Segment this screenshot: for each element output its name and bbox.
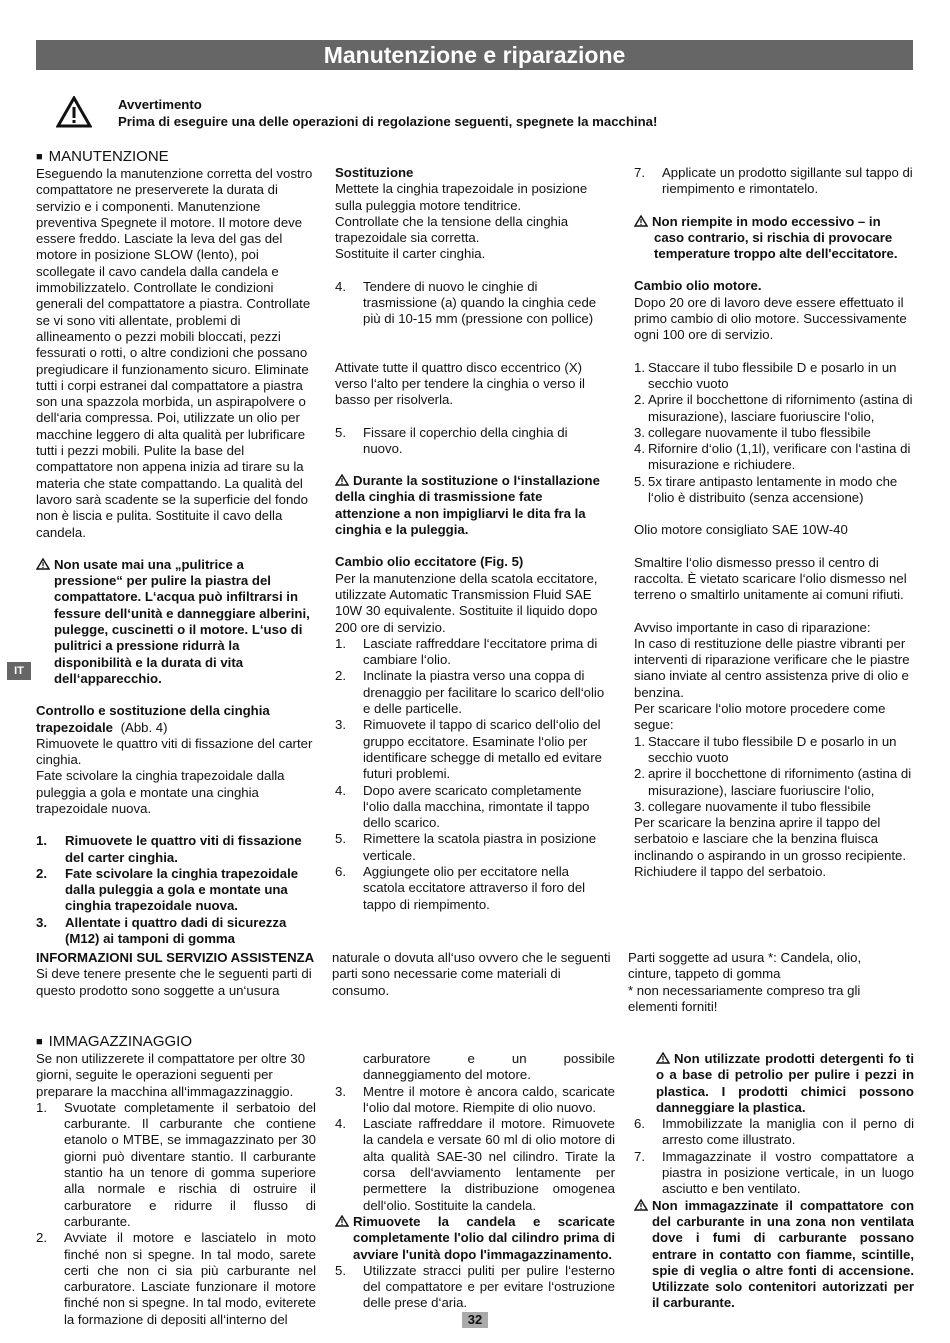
fuel-storage-caution: Non immagazzinate il compattatore con del carburante in una zona non ventilata dove i fumi di carburante possano entrare in contatto con fiamme, scintille, spie di veglia o altre fonti di accensione. Utilizzate solo contenitori autorizzati per il carburante. (634, 1198, 914, 1312)
exciter-oil-steps (335, 636, 610, 913)
column-1 (36, 148, 314, 947)
list-item: 4. Lasciate raffreddare il motore. Rimuovete la candela e versate 60 ml di olio motore di alta qualità SAE-30 nel cilindro. Tirate la corsa dell‘avviamento lentamente per permettere la distribuzione omogenea dell‘olio. Sostituite la candela. (335, 1116, 615, 1213)
detergent-caution: Non utilizzate prodotti detergenti fo ti o a base di petrolio per pulire i pezzi in plastica. I prodotti chimici possono danneggiare la plastica. (656, 1051, 914, 1115)
list-item: 2. Inclinate la piastra verso una coppa di drenaggio per facilitare lo scarico dell‘olio e delle particelle. (335, 668, 605, 717)
list-item: 1. Lasciate raffreddare l‘eccitatore prima di cambiare l‘olio. (335, 635, 598, 668)
column-3 (634, 165, 914, 880)
repair-steps (634, 734, 914, 815)
warning-text (118, 96, 657, 130)
caution-icon (335, 1215, 349, 1227)
list-item: 1. Svuotate completamente il serbatoio del carburante. Il carburante che contiene etanolo o MTBE, se immagazzinato per 30 giorni può diventare stantio. Il carburante stantio ha un tenore di gomma superiore alla normale e rischia di ostruire il carburatore e ridurre il flusso di carburante. (36, 1099, 316, 1229)
service-heading: INFORMAZIONI SUL SERVIZIO ASSISTENZA (36, 950, 315, 965)
pressure-washer-caution: Non usate mai una „pulitrice a pressione“ per pulire la piastra del compattatore. L‘acqua può infiltrarsi in fessure dell‘unità e danneggiare alberini, pulegge, cuscinetti o il motore. L‘uso di pulitrici a pressione ridurrà la disponibilità e la durata di vita dell‘apparecchio. (36, 557, 314, 687)
caution-icon (656, 1052, 670, 1064)
list-item: 6. Immobilizzate la maniglia con il perno di arresto come illustrato. (634, 1116, 914, 1148)
list-item: 3. collegare nuovamente il tubo flessibile (634, 424, 871, 440)
belt-ref: (Abb. 4) (120, 719, 168, 735)
warning-message: Prima di eseguire una delle operazioni di regolazione seguenti, spegnete la macchina! (118, 114, 658, 129)
service-col-1 (36, 950, 328, 999)
wear-parts: Parti soggette ad usura *: Candela, olio, cinture, tappeto di gomma (628, 950, 862, 982)
recommended-oil: Olio motore consigliato SAE 10W-40 (634, 522, 848, 538)
eccentric-text: Attivate tutte il quattro disco eccentrico (X) verso l‘alto per tendere la cinghia o verso il basso per risolverla. (335, 359, 585, 408)
list-item: 4. Dopo avere scaricato completamente l‘olio dalla macchina, rimontate il tappo dello scarico. (335, 782, 590, 831)
exciter-oil-text: Per la manutenzione della scatola eccitatore, utilizzate Automatic Transmission Fluid SAE 10W 30 equivalente. Sostituite il liquido dopo 200 ore di servizio. (335, 570, 598, 635)
storage-col-3 (634, 1051, 914, 1312)
list-item: 2. Fate scivolare la cinghia trapezoidale dalla puleggia a gola e montate una cinghia trapezoidale nuova. (36, 865, 299, 914)
column-2 (335, 165, 610, 913)
oil-disposal: Smaltire l‘olio dismesso presso il centro di raccolta. È vietato scaricare l‘olio dismesso nel terreno o smaltirlo unitamente ai comuni rifiuti. (634, 554, 907, 603)
caution-icon (634, 215, 648, 227)
list-item: 1. Rimuovete le quattro viti di fissazione del carter cinghia. (36, 833, 302, 865)
list-item: 5. 5x tirare antipasto lentamente in modo che l‘olio è distribuito (senza accensione) (634, 473, 898, 506)
list-item: 1. Staccare il tubo flessibile D e posarlo in un secchio vuoto (634, 359, 897, 391)
list-item: 2. Avviate il motore e lasciatelo in moto finché non si spegne. In tal modo, sarete certi che non ci sia più carburante nel carburatore. Lasciate funzionare il motore finché non si spegne. In tal modo, eviterete la formazione di depositi all‘interno del (36, 1230, 316, 1327)
spark-plug-caution: Rimuovete la candela e scaricate completamente l'olio dal cilindro prima di avviare l'unità dopo l'immagazzinamento. (335, 1214, 615, 1263)
storage-col-1 (36, 1033, 316, 1328)
caution-icon (634, 1199, 648, 1211)
motor-oil-steps (634, 360, 914, 507)
list-item: 4. Rifornire d‘olio (1,1l), verificare con l‘astina di misurazione e richiudere. (634, 441, 911, 473)
list-item: 5. Utilizzate stracci puliti per pulire l‘esterno del compattatore e per evitare l‘ostruzione delle prese d‘aria. (335, 1262, 615, 1311)
list-item: 3. Mentre il motore è ancora caldo, scaricate l‘olio dal motore. Riempite di olio nuovo. (335, 1083, 615, 1115)
belt-text: Rimuovete le quattro viti di fissazione del carter cinghia. Fate scivolare la cinghia trapezoidale dalla puleggia a gola e montate una cinghia trapezoidale nuova. (36, 735, 313, 816)
caution-icon (335, 474, 349, 486)
motor-oil-text: Dopo 20 ore di lavoro deve essere effettuato il primo cambio di olio motore. Successivamente ogni 100 ore di servizio. (634, 294, 907, 343)
list-item: 3. Rimuovete il tappo di scarico dell‘olio del gruppo eccitatore. Esaminate l‘olio per identificare schegge di metallo ed evitare futuri problemi. (335, 717, 602, 782)
list-item: 3. collegare nuovamente il tubo flessibile (634, 798, 871, 814)
language-tab: IT (7, 662, 31, 680)
list-item: 7. Applicate un prodotto sigillante sul tappo di riempimento e rimontatelo. (634, 165, 913, 197)
storage-col-2 (335, 1051, 615, 1312)
list-item: 2. aprire il bocchettone di rifornimento (astina di misurazione), lasciare fuoriuscire l‘olio, (634, 766, 912, 798)
fuel-drain-text: Per scaricare la benzina aprire il tappo del serbatoio e lasciare che la benzina fluisca inclinando o aspirando in un grosso recipiente. Richiudere il tappo del serbatoio. (634, 815, 906, 879)
service-text-2: naturale o dovuta all‘uso ovvero che le seguenti parti sono necessarie come materiali di consumo. (332, 950, 611, 998)
page-title: Manutenzione e riparazione (36, 40, 913, 70)
wear-parts-note: * non necessariamente compreso tra gli elementi forniti! (628, 982, 861, 1014)
replacement-text: Mettete la cinghia trapezoidale in posizione sulla puleggia motore tenditrice. Controllate che la tensione della cinghia trapezoidale sia corretta. Sostituite il carter cinghia. (335, 181, 588, 262)
belt-steps (36, 833, 314, 947)
list-item: 5. Fissare il coperchio della cinghia di nuovo. (335, 424, 568, 456)
belt-heading: Controllo e sostituzione della cinghia trapezoidale (36, 703, 270, 735)
list-item: 4. Tendere di nuovo le cinghie di trasmissione (a) quando la cinghia cede più di 10-15 mm (pressione con pollice) (335, 278, 597, 327)
belt-caution: Durante la sostituzione o l‘installazione della cinghia di trasmissione fate attenzione a non impigliarvi le dita fra la cinghia e la puleggia. (335, 473, 600, 538)
list-item: 3. Allentate i quattro dadi di sicurezza (M12) ai tamponi di gomma (36, 914, 287, 947)
storage-heading: ■ IMMAGAZZINAGGIO (36, 1033, 192, 1050)
storage-intro: Se non utilizzerete il compattatore per oltre 30 giorni, seguite le operazioni seguenti per preparare la macchina all‘immagazzinaggio. (36, 1051, 306, 1099)
warning-icon (56, 96, 92, 128)
list-item: 1. Staccare il tubo flessibile D e posarlo in un secchio vuoto (634, 733, 897, 765)
warning-box (56, 96, 916, 136)
replacement-heading: Sostituzione (335, 165, 414, 180)
motor-oil-heading: Cambio olio motore. (634, 278, 762, 294)
repair-notice: Avviso importante in caso di riparazione: In caso di restituzione delle piastre vibranti per interventi di riparazione verificare che le piastre siano inviate al centro assistenza prive di olio e benzina. Per scaricare l‘olio motore procedere come segue: (634, 619, 910, 733)
belt-section (36, 703, 314, 736)
maintenance-intro: Eseguendo la manutenzione corretta del vostro compattatore ne preserverete la durata di servizio e i componenti. Manutenzione preventiva Spegnete il motore. Il motore deve essere freddo. Lasciate la leva del gas del motore in posizione SLOW (lento), poi scollegate il cavo candela dalla candela e immobilizzatelo. Controllate le condizioni generali del compattatore a piastra. Controllate se vi sono viti allentate, problemi di allineamento o pezzi mobili bloccati, pezzi fessurati o rotti, o altre condizioni che possano pregiudicare il funzionamento sicuro. Eliminate tutti i corpi estranei dal compattatore a piastra son una spazzola morbida, un aspirapolvere o dell‘aria compressa. Poi, utilizzate un olio per macchine leggero di alta qualità per lubrificare tutti i pezzi mobili. Pulite la base del compattatore non appena inizia ad tirare su la materia che state compattando. La qualità del lavoro sarà scadente se la superficie del fondo non è liscia e pulita. Sostituite il cavo della candela. (36, 166, 313, 540)
list-item: 2. Aprire il bocchettone di rifornimento (astina di misurazione), lasciare fuoriuscire l‘olio, (634, 392, 913, 424)
service-text-1: Si deve tenere presente che le seguenti parti di questo prodotto sono soggette a un‘usura (36, 966, 312, 998)
service-col-2 (332, 950, 612, 999)
warning-heading: Avvertimento (118, 97, 202, 112)
service-col-3 (628, 950, 908, 1015)
list-item: 5. Rimettere la scatola piastra in posizione verticale. (335, 831, 597, 863)
list-item: 6. Aggiungete olio per eccitatore nella scatola eccitatore attraverso il foro del tappo di riempimento. (335, 863, 586, 912)
maintenance-heading: ■ MANUTENZIONE (36, 148, 169, 165)
list-item: 7. Immagazzinate il vostro compattatore a piastra in posizione verticale, in un luogo asciutto e ben ventilato. (634, 1148, 914, 1197)
page-number: 32 (462, 1312, 488, 1328)
storage-continued: carburatore e un possibile danneggiamento del motore. (363, 1051, 615, 1083)
exciter-oil-heading: Cambio olio eccitatore (Fig. 5) (335, 554, 524, 570)
caution-icon (36, 558, 50, 570)
overfill-caution: Non riempite in modo eccessivo – in caso contrario, si rischia di provocare temperature troppo alte dell'eccitatore. (634, 214, 914, 263)
